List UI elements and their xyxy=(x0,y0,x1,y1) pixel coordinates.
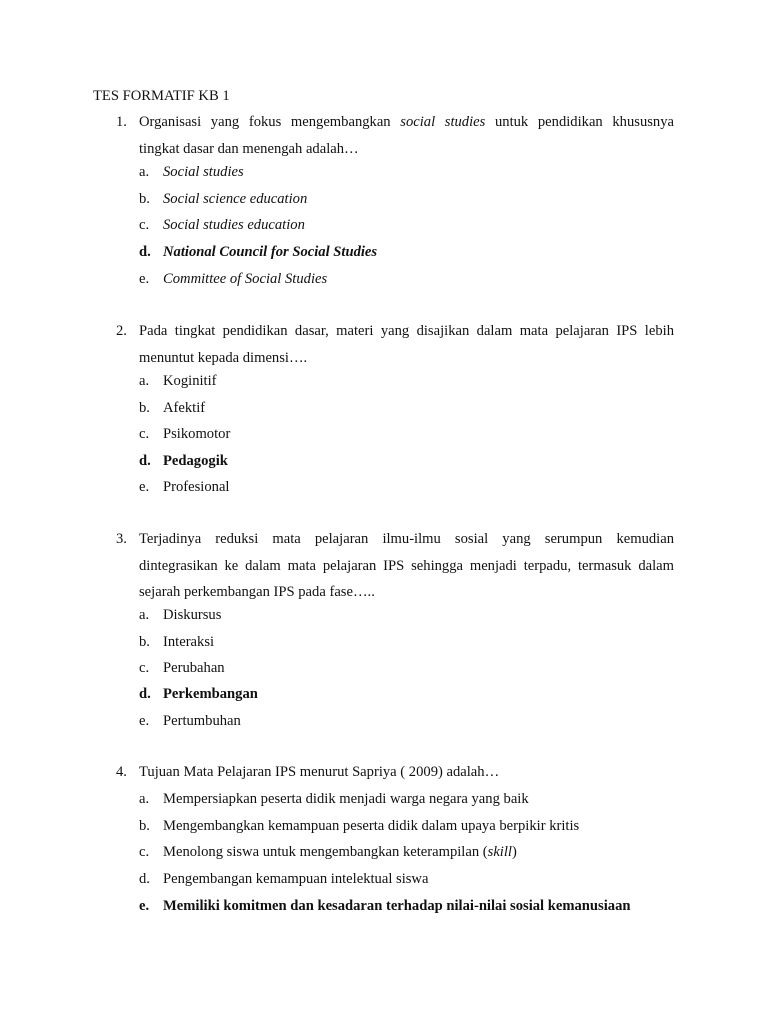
q2-option-e-letter: e. xyxy=(139,479,150,495)
q3-option-d-text: Perkembangan xyxy=(163,686,258,702)
q1-option-a-letter: a. xyxy=(139,164,150,180)
question-1-text xyxy=(139,109,674,162)
document-title: TES FORMATIF KB 1 xyxy=(93,88,230,104)
question-2-text xyxy=(139,318,674,371)
question-3-text xyxy=(139,526,674,606)
q1-option-d-text: National Council for Social Studies xyxy=(163,244,378,260)
question-1-number: 1. xyxy=(116,114,127,130)
q2-option-d-letter: d. xyxy=(139,453,151,469)
question-4-number: 4. xyxy=(116,764,127,780)
q4-option-a-text: Mempersiapkan peserta didik menjadi warga negara yang baik xyxy=(163,791,529,807)
q1-option-b-letter: b. xyxy=(139,191,150,207)
q3-option-c-text: Perubahan xyxy=(163,660,225,676)
question-3-line-2: dintegrasikan ke dalam mata pelajaran IPS sehingga menjadi terpadu, termasuk dalam xyxy=(139,557,674,574)
question-1-line-1 xyxy=(139,109,674,136)
question-1-text-part: untuk pendidikan khususnya xyxy=(485,114,674,130)
q2-option-e-text: Profesional xyxy=(163,479,230,495)
q1-option-e-text: Committee of Social Studies xyxy=(163,271,328,287)
question-2-number: 2. xyxy=(116,323,127,339)
question-2-line-1: Pada tingkat pendidikan dasar, materi yang disajikan dalam mata pelajaran IPS lebih xyxy=(139,323,674,339)
q2-option-c-letter: c. xyxy=(139,426,150,442)
question-2-line-2: menuntut kepada dimensi…. xyxy=(139,349,308,366)
question-3-number: 3. xyxy=(116,531,127,547)
q1-option-c-text: Social studies education xyxy=(163,217,305,233)
q3-option-c-letter: c. xyxy=(139,660,150,676)
q2-option-b-text: Afektif xyxy=(163,400,206,416)
question-3-line-3: sejarah perkembangan IPS pada fase….. xyxy=(139,584,375,600)
question-3-line-1: Terjadinya reduksi mata pelajaran ilmu-ilmu sosial yang serumpun kemudian xyxy=(139,531,674,547)
q4-option-d-letter: d. xyxy=(139,871,150,887)
q2-option-c-text: Psikomotor xyxy=(163,426,231,442)
question-4-line-1: Tujuan Mata Pelajaran IPS menurut Sapriya ( 2009) adalah… xyxy=(139,764,500,780)
q3-option-a-letter: a. xyxy=(139,607,150,623)
q3-option-d-letter: d. xyxy=(139,686,151,702)
q1-option-a-text: Social studies xyxy=(163,164,244,180)
q4-option-e-letter: e. xyxy=(139,898,150,914)
q2-option-a-letter: a. xyxy=(139,373,150,389)
question-4-text xyxy=(139,759,674,786)
q1-option-c-letter: c. xyxy=(139,217,150,233)
q4-option-c-text-part: Menolong siswa untuk mengembangkan keterampilan ( xyxy=(163,844,488,860)
q3-option-a-text: Diskursus xyxy=(163,607,222,623)
q4-option-b-letter: b. xyxy=(139,818,150,834)
q2-option-a-text: Koginitif xyxy=(163,373,217,389)
question-1-text-part: Organisasi yang fokus mengembangkan xyxy=(139,114,401,130)
q2-option-b-letter: b. xyxy=(139,400,150,416)
q1-option-e-letter: e. xyxy=(139,271,150,287)
q3-option-e-text: Pertumbuhan xyxy=(163,713,241,729)
q3-option-b-letter: b. xyxy=(139,634,150,650)
q2-option-d-text: Pedagogik xyxy=(163,453,228,469)
q1-option-d-letter: d. xyxy=(139,244,151,260)
q3-option-b-text: Interaksi xyxy=(163,634,215,650)
q4-option-e-text: Memiliki komitmen dan kesadaran terhadap nilai-nilai sosial kemanusiaan xyxy=(163,898,631,914)
q4-option-c-text xyxy=(163,842,517,862)
q4-option-c-text-part: ) xyxy=(511,844,517,860)
q4-option-d-text: Pengembangan kemampuan intelektual siswa xyxy=(163,871,429,887)
q4-option-b-text: Mengembangkan kemampuan peserta didik dalam upaya berpikir kritis xyxy=(163,818,580,834)
q4-option-c-letter: c. xyxy=(139,844,150,860)
question-1-italic-term: social studies xyxy=(400,114,486,130)
q3-option-e-letter: e. xyxy=(139,713,150,729)
q4-option-a-letter: a. xyxy=(139,791,150,807)
question-1-line-2: tingkat dasar dan menengah adalah… xyxy=(139,140,359,157)
q1-option-b-text: Social science education xyxy=(163,191,308,207)
q4-option-c-italic-term: skill xyxy=(487,844,512,860)
